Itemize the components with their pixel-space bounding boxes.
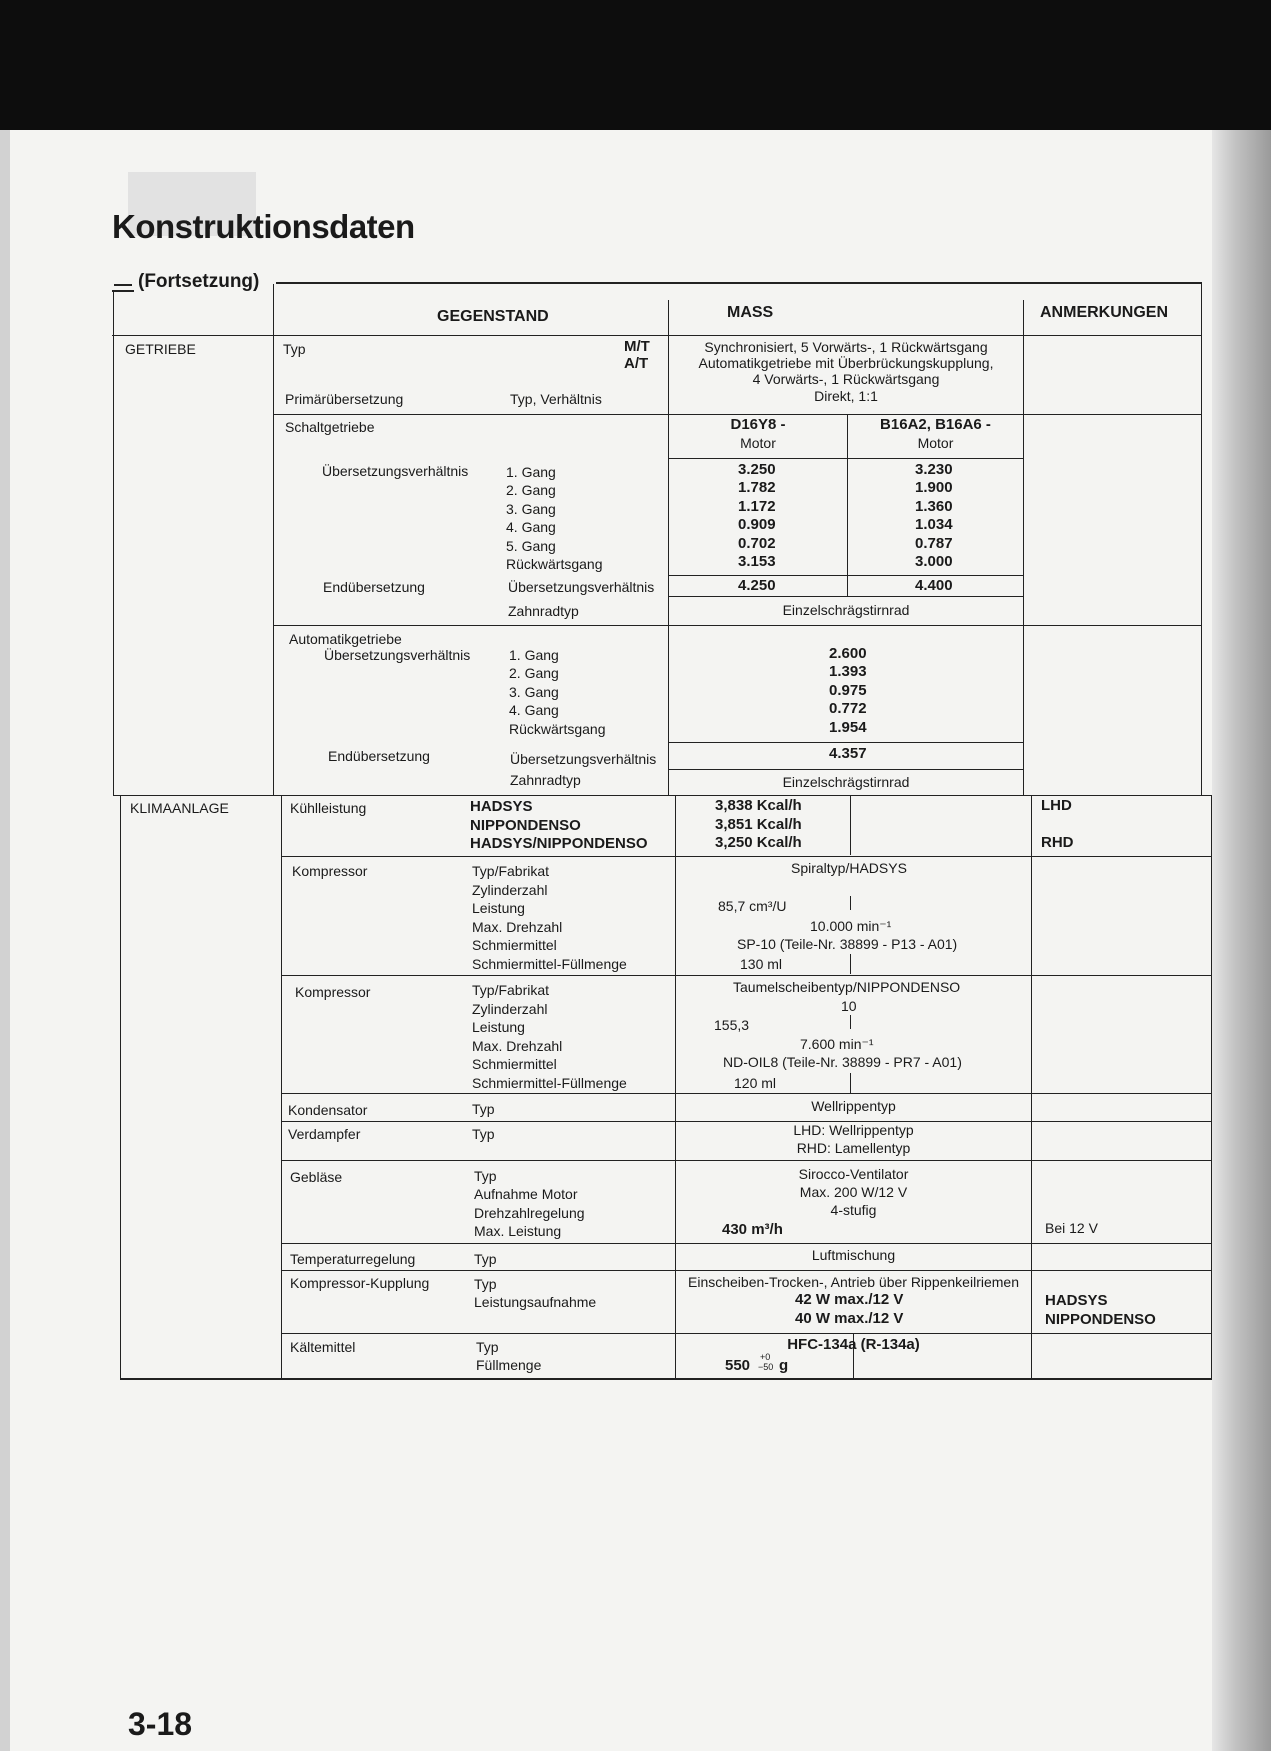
frame-left-a — [113, 290, 114, 795]
primary-label: Primärübersetzung — [285, 391, 404, 407]
header-mass: MASS — [727, 304, 774, 321]
k2-label-menge: Schmiermittel-Füllmenge — [472, 1075, 627, 1091]
rule-temp — [282, 1243, 1212, 1244]
end-b: 4.400 — [915, 577, 953, 594]
ratio-a-reverse: 3.153 — [738, 553, 776, 570]
kupplung-typ: Einscheiben-Trocken-, Antrieb über Rippenkeilriemen — [688, 1274, 1019, 1290]
verdampfer-label: Verdampfer — [288, 1126, 361, 1142]
k2-label-typ: Typ/Fabrikat — [472, 982, 550, 998]
getriebe-typ-label: Typ — [283, 341, 306, 357]
rule-auto-end — [668, 742, 1023, 743]
geblaese-label-typ: Typ — [474, 1168, 497, 1184]
header-rule — [112, 335, 1202, 336]
rule-kond — [282, 1093, 1212, 1094]
continuation-label: (Fortsetzung) — [138, 271, 260, 292]
note-rhd: RHD — [1041, 834, 1074, 851]
auto-gear-3: 3. Gang — [509, 684, 559, 700]
kompressor-1-label: Kompressor — [292, 863, 368, 879]
tick-k1-a — [850, 896, 851, 910]
gear-4: 4. Gang — [506, 519, 556, 535]
tick-k2-b — [850, 1073, 851, 1093]
k2-label-zyl: Zylinderzahl — [472, 1001, 548, 1017]
gear-3: 3. Gang — [506, 501, 556, 517]
geblaese-label: Gebläse — [290, 1169, 343, 1185]
frame-top — [276, 282, 1202, 284]
maker-nippondenso: NIPPONDENSO — [470, 817, 581, 834]
kaelte-label: Kältemittel — [290, 1339, 356, 1355]
k1-label-schmier: Schmiermittel — [472, 937, 557, 953]
auto-end-value: 4.357 — [829, 745, 867, 762]
gear-5: 5. Gang — [506, 538, 556, 554]
rule-schalt — [274, 414, 1201, 415]
kaelte-unit: g — [779, 1357, 789, 1374]
maker-hadsys: HADSYS — [470, 798, 533, 815]
col-rule-3a — [1023, 300, 1024, 795]
auto-zahnrad-label: Zahnradtyp — [510, 772, 581, 788]
kuehl-value-3: 3,250 Kcal/h — [715, 834, 802, 851]
kaelte-tol-plus: +0 — [760, 1352, 771, 1362]
auto-gear-1: 1. Gang — [509, 647, 559, 663]
ratio-label: Übersetzungsverhältnis — [322, 463, 469, 479]
rule-engine-head — [668, 458, 1023, 459]
ratio-b-1: 3.230 — [915, 461, 953, 478]
geblaese-note: Bei 12 V — [1045, 1220, 1098, 1236]
k2-typ: Taumelscheibentyp/NIPPONDENSO — [733, 979, 961, 995]
auto-zahnrad-value: Einzelschrägstirnrad — [782, 774, 910, 790]
typ-mt-value: Synchronisiert, 5 Vorwärts-, 1 Rückwärtsgang — [704, 339, 988, 355]
kupplung-hadsys-value: 42 W max./12 V — [795, 1291, 904, 1308]
k2-label-drehzahl: Max. Drehzahl — [472, 1038, 563, 1054]
kaelte-tol-minus: −50 — [758, 1362, 774, 1372]
ratio-b-3: 1.360 — [915, 498, 953, 515]
kupplung-note-nd: NIPPONDENSO — [1045, 1311, 1156, 1328]
auto-ratio-3: 0.975 — [829, 682, 867, 699]
kaelte-typ: HFC-134a (R-134a) — [787, 1336, 920, 1353]
auto-ratio-label: Übersetzungsverhältnis — [324, 647, 471, 663]
auto-label: Automatikgetriebe — [289, 631, 402, 647]
kaelte-label-menge: Füllmenge — [476, 1357, 542, 1373]
kupplung-nd-value: 40 W max./12 V — [795, 1310, 904, 1327]
typ-at-value-2: 4 Vorwärts-, 1 Rückwärtsgang — [752, 371, 940, 387]
rule-zahnrad — [668, 596, 1023, 597]
tick-k2-a — [850, 1015, 851, 1029]
k2-schmier: ND-OIL8 (Teile-Nr. 38899 - PR7 - A01) — [723, 1054, 962, 1070]
maker-both: HADSYS/NIPPONDENSO — [470, 835, 648, 852]
at-label: A/T — [624, 355, 649, 372]
rule-k1 — [282, 856, 1212, 857]
ratio-b-5: 0.787 — [915, 535, 953, 552]
col-rule-1a — [273, 284, 274, 795]
zahnrad-value: Einzelschrägstirnrad — [782, 602, 910, 618]
section-getriebe: GETRIEBE — [125, 341, 196, 357]
frame-bottom — [120, 1378, 1212, 1380]
kupplung-label-typ: Typ — [474, 1276, 497, 1292]
engine-a-2: Motor — [740, 435, 776, 451]
k2-leistung: 155,3 — [714, 1017, 750, 1033]
geblaese-motor: Max. 200 W/12 V — [799, 1184, 908, 1200]
engine-b-2: Motor — [917, 435, 954, 451]
frame-left-b — [120, 795, 121, 1379]
temp-value: Luftmischung — [811, 1247, 896, 1263]
geblaese-leistung: 430 m³/h — [722, 1221, 783, 1238]
k2-zyl: 10 — [841, 998, 857, 1014]
k1-leistung: 85,7 cm³/U — [718, 898, 787, 914]
rule-gebl — [282, 1160, 1212, 1161]
gear-reverse: Rückwärtsgang — [506, 556, 603, 572]
ratio-a-5: 0.702 — [738, 535, 776, 552]
rule-auto — [274, 625, 1201, 626]
auto-ratio-reverse: 1.954 — [829, 719, 867, 736]
verdampfer-rhd: RHD: Lamellentyp — [796, 1140, 911, 1156]
primary-value: Direkt, 1:1 — [814, 388, 878, 404]
engine-b-1: B16A2, B16A6 - — [880, 416, 991, 433]
rule-klima — [113, 795, 1212, 796]
primary-sub: Typ, Verhältnis — [510, 391, 602, 407]
kuehl-label: Kühlleistung — [290, 800, 367, 816]
verdampfer-typ: Typ — [472, 1126, 495, 1142]
k1-label-zyl: Zylinderzahl — [472, 882, 548, 898]
ratio-a-2: 1.782 — [738, 479, 776, 496]
k2-menge: 120 ml — [734, 1075, 777, 1091]
auto-ratio-4: 0.772 — [829, 700, 867, 717]
auto-end-sub: Übersetzungsverhältnis — [510, 751, 657, 767]
kompressor-2-label: Kompressor — [295, 984, 371, 1000]
scan-left-edge — [0, 130, 10, 1751]
page-number: 3-18 — [128, 1706, 193, 1742]
k1-schmier: SP-10 (Teile-Nr. 38899 - P13 - A01) — [737, 936, 958, 952]
kaelte-menge-value: 550 — [725, 1357, 751, 1374]
auto-ratio-2: 1.393 — [829, 663, 867, 680]
rule-auto-zahnrad — [668, 769, 1023, 770]
rule-kupp — [282, 1270, 1212, 1271]
frame-top-left — [112, 290, 134, 292]
ratio-a-3: 1.172 — [738, 498, 776, 515]
gear-2: 2. Gang — [506, 482, 556, 498]
kupplung-label-leistung: Leistungsaufnahme — [474, 1294, 597, 1310]
ratio-a-4: 0.909 — [738, 516, 776, 533]
zahnrad-label: Zahnradtyp — [508, 603, 579, 619]
ratio-a-1: 3.250 — [738, 461, 776, 478]
verdampfer-lhd: LHD: Wellrippentyp — [793, 1122, 914, 1138]
continuation-dash — [114, 284, 132, 286]
k1-label-leistung: Leistung — [472, 900, 525, 916]
rule-end — [668, 575, 1023, 576]
geblaese-label-motor: Aufnahme Motor — [474, 1186, 578, 1202]
temp-typ: Typ — [474, 1251, 497, 1267]
k2-drehzahl: 7.600 min⁻¹ — [800, 1036, 874, 1052]
temp-label: Temperaturregelung — [290, 1251, 416, 1267]
kaelte-label-typ: Typ — [476, 1339, 499, 1355]
col-rule-3b — [1031, 795, 1032, 1379]
k1-label-drehzahl: Max. Drehzahl — [472, 919, 563, 935]
geblaese-regel: 4-stufig — [830, 1202, 877, 1218]
k1-typ: Spiraltyp/HADSYS — [791, 860, 907, 876]
end-label: Endübersetzung — [323, 579, 425, 595]
end-sub: Übersetzungsverhältnis — [508, 579, 655, 595]
kondensator-typ: Typ — [472, 1101, 495, 1117]
ratio-b-reverse: 3.000 — [915, 553, 953, 570]
k1-drehzahl: 10.000 min⁻¹ — [810, 918, 892, 934]
note-lhd: LHD — [1041, 797, 1072, 814]
engine-a-1: D16Y8 - — [730, 416, 786, 433]
page-title: Konstruktionsdaten — [112, 208, 415, 245]
mt-label: M/T — [624, 338, 650, 355]
auto-ratio-1: 2.600 — [829, 645, 867, 662]
end-a: 4.250 — [738, 577, 776, 594]
rule-kaelte — [282, 1333, 1212, 1334]
geblaese-label-regel: Drehzahlregelung — [474, 1205, 585, 1221]
typ-at-value-1: Automatikgetriebe mit Überbrückungskupplung, — [698, 355, 994, 371]
kupplung-label: Kompressor-Kupplung — [290, 1275, 430, 1291]
geblaese-label-leistung: Max. Leistung — [474, 1223, 562, 1239]
rule-k2 — [282, 975, 1212, 976]
ratio-b-2: 1.900 — [915, 479, 953, 496]
section-klima: KLIMAANLAGE — [130, 800, 229, 816]
kondensator-label: Kondensator — [288, 1102, 368, 1118]
header-remarks: ANMERKUNGEN — [1040, 304, 1168, 321]
scan-top-shadow — [0, 0, 1271, 130]
tick-k1-b — [850, 954, 851, 974]
tick-kuehl — [850, 795, 851, 855]
kupplung-note-hadsys: HADSYS — [1045, 1292, 1108, 1309]
auto-end-label: Endübersetzung — [328, 748, 430, 764]
auto-gear-2: 2. Gang — [509, 665, 559, 681]
auto-gear-4: 4. Gang — [509, 702, 559, 718]
gear-1: 1. Gang — [506, 464, 556, 480]
ratio-b-4: 1.034 — [915, 516, 953, 533]
header-item: GEGENSTAND — [437, 308, 549, 325]
frame-right-b — [1211, 795, 1212, 1379]
k1-label-typ: Typ/Fabrikat — [472, 863, 550, 879]
kondensator-value: Wellrippentyp — [811, 1098, 896, 1114]
auto-gear-reverse: Rückwärtsgang — [509, 721, 606, 737]
geblaese-typ: Sirocco-Ventilator — [798, 1166, 909, 1182]
k2-label-leistung: Leistung — [472, 1019, 525, 1035]
kuehl-value-1: 3,838 Kcal/h — [715, 797, 802, 814]
binding-edge — [1212, 130, 1271, 1751]
frame-right-a — [1201, 282, 1202, 795]
k1-label-menge: Schmiermittel-Füllmenge — [472, 956, 627, 972]
schalt-label: Schaltgetriebe — [285, 419, 375, 435]
col-rule-1b — [281, 795, 282, 1379]
k2-label-schmier: Schmiermittel — [472, 1056, 557, 1072]
k1-menge: 130 ml — [740, 956, 783, 972]
kuehl-value-2: 3,851 Kcal/h — [715, 816, 802, 833]
